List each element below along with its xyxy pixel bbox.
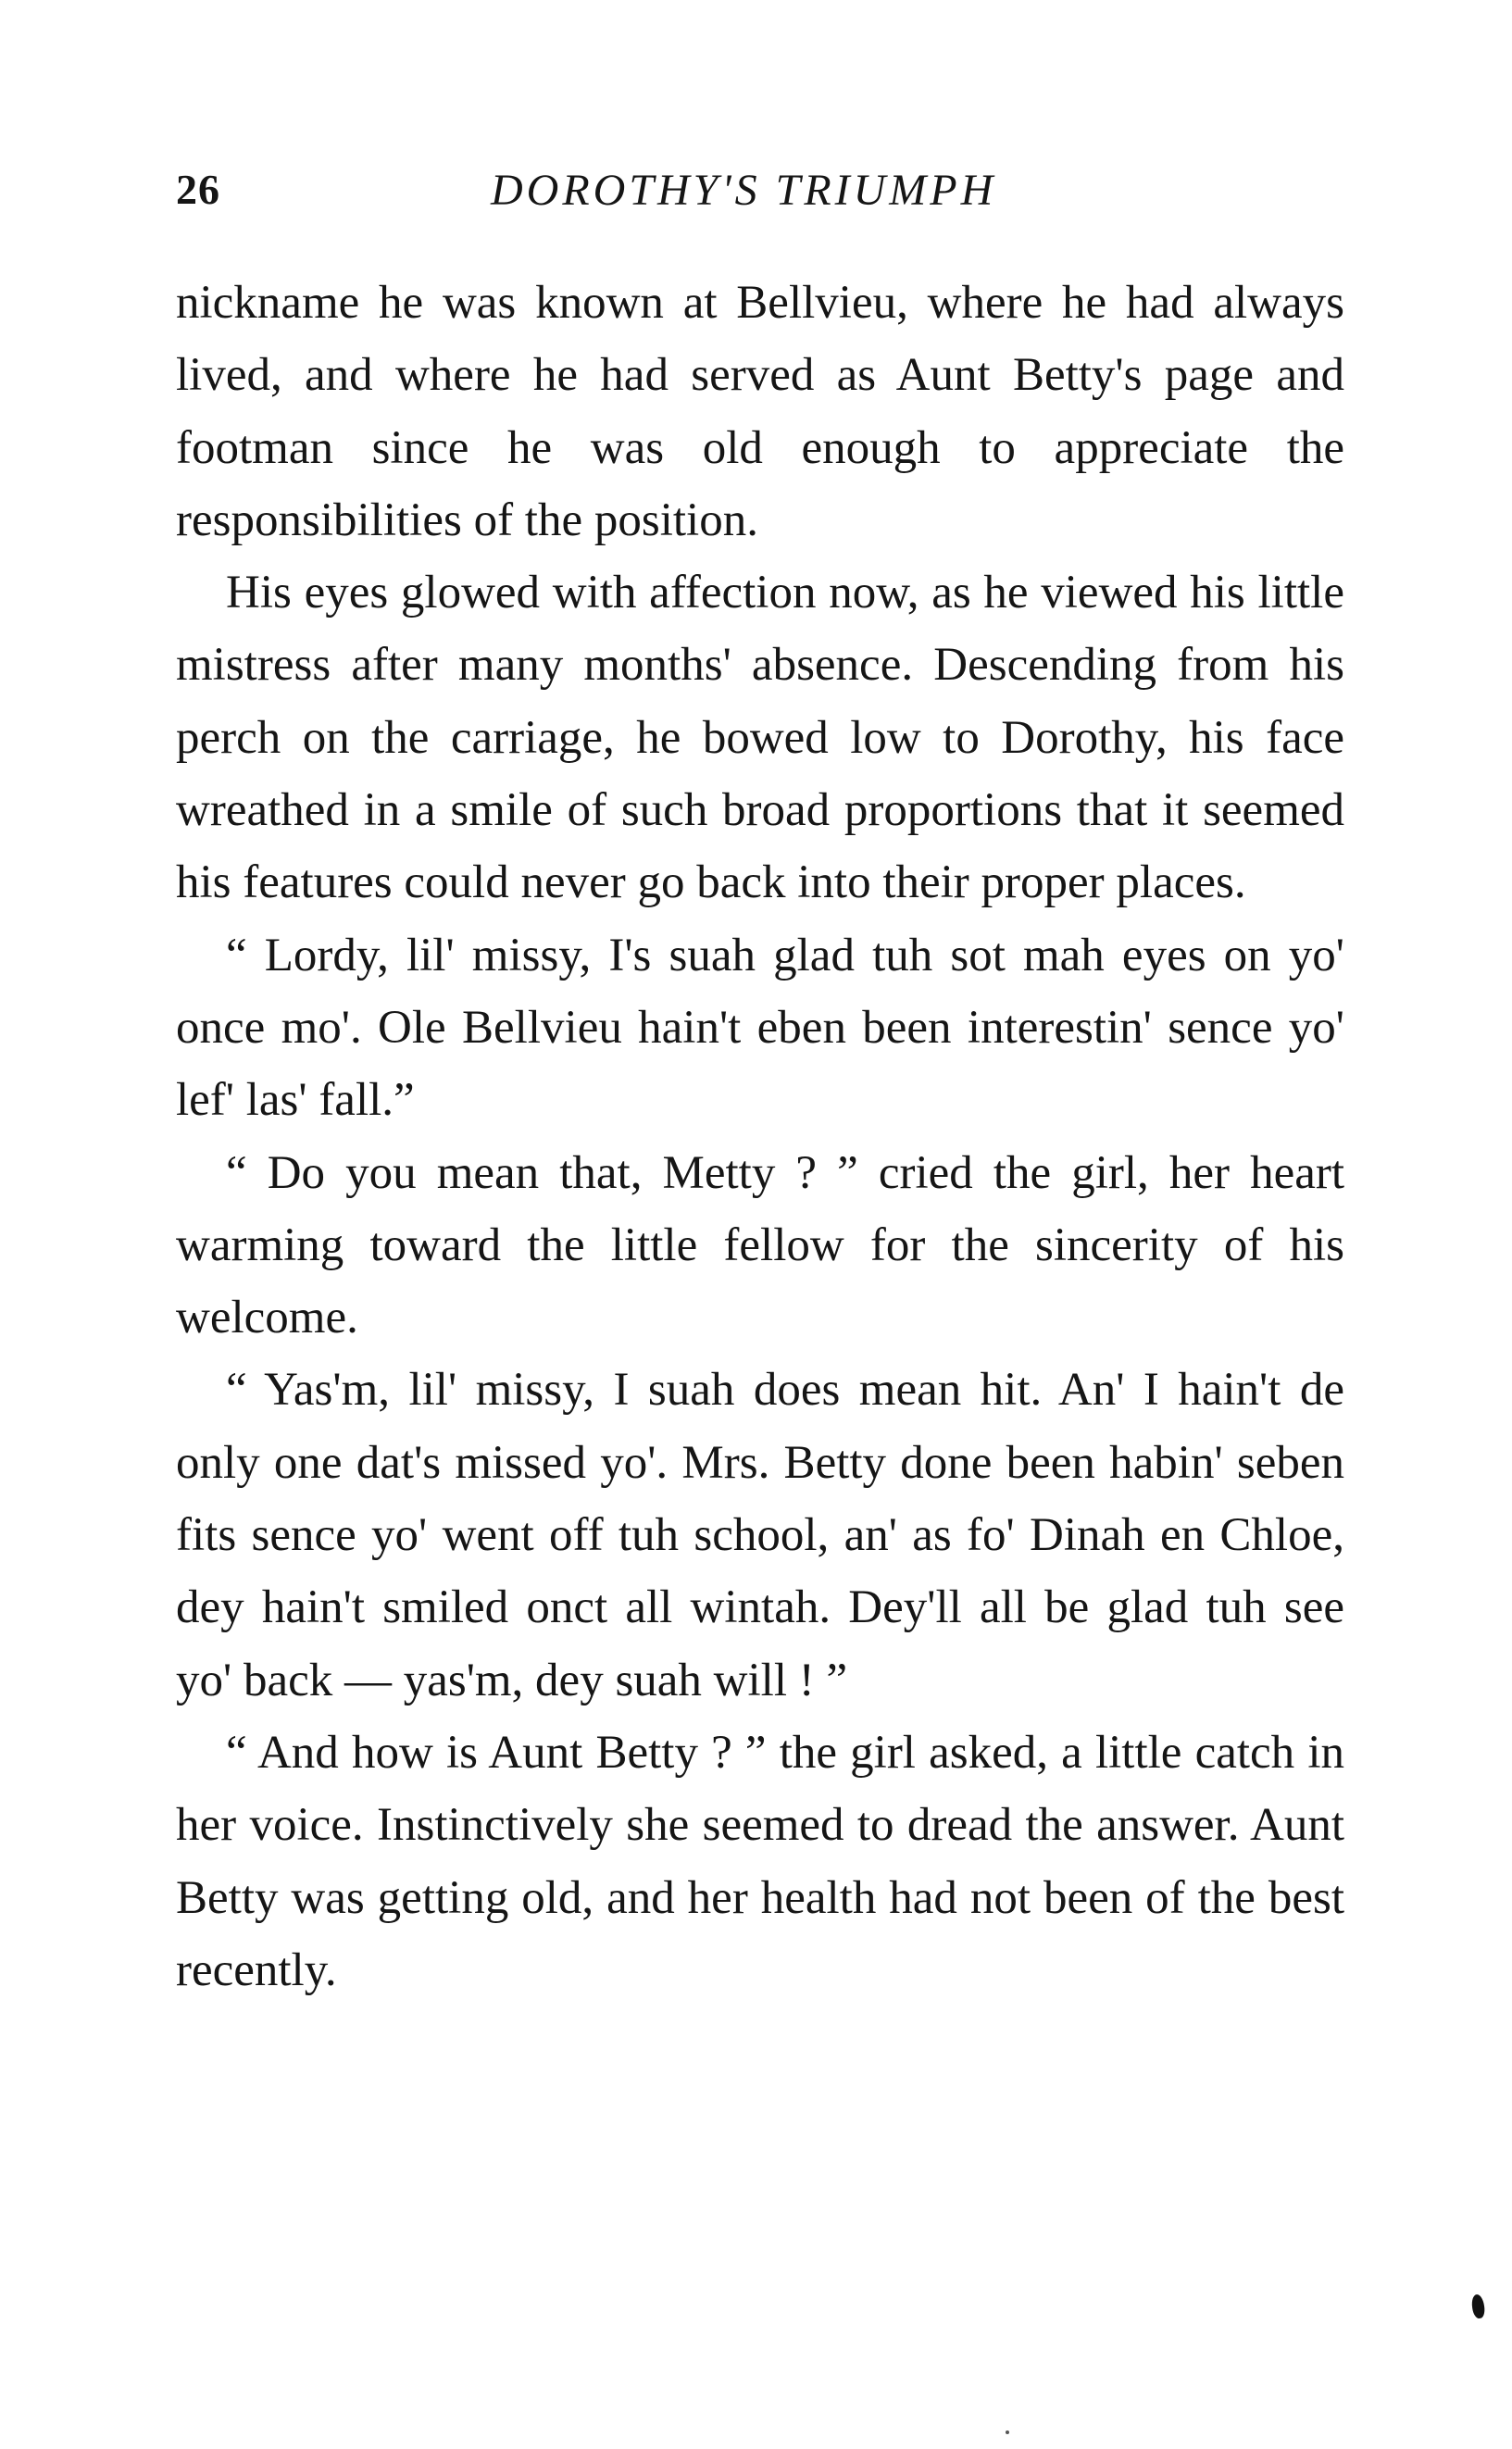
paragraph: “ Lordy, lil' missy, I's suah glad tuh sot mah eyes on yo' once mo'. Ole Bellvieu hain't eben been interestin' sence yo' lef' las' fall.”	[176, 929, 1344, 1127]
running-head: DOROTHY'S TRIUMPH	[491, 166, 997, 215]
paragraph: “ Yas'm, lil' missy, I suah does mean hit. An' I hain't de only one dat's missed yo'. Mrs. Betty done been habin' seben fits sence yo' went off tuh school, an' as fo' Dinah en Chloe, dey hain't smiled onct all wintah. Dey'll all be glad tuh see yo' back — yas'm, dey suah will ! ”	[176, 1364, 1344, 1706]
ink-blot	[1470, 2293, 1485, 2319]
paragraph: “ Do you mean that, Metty ? ” cried the girl, her heart warming toward the little fellow for the sincerity of his welcome.	[176, 1146, 1344, 1344]
page-header	[176, 156, 1352, 230]
paragraph: His eyes glowed with affection now, as he viewed his little mistress after many months' absence. Descending from his perch on the carriage, he bowed low to Dorothy, his face wreathed in a smile of such broad proportions that it seemed his features could never go back into their proper places.	[176, 567, 1344, 909]
ink-speck	[1006, 2430, 1009, 2434]
page-number: 26	[176, 166, 220, 213]
body-text	[176, 267, 1344, 2006]
paragraph: “ And how is Aunt Betty ? ” the girl asked, a little catch in her voice. Instinctively she seemed to dread the answer. Aunt Betty was getting old, and her health had not been of the best recently.	[176, 1726, 1344, 1996]
paragraph: nickname he was known at Bellvieu, where he had always lived, and where he had served as Aunt Betty's page and footman since he was old enough to appreciate the responsibilities of the position.	[176, 277, 1344, 546]
